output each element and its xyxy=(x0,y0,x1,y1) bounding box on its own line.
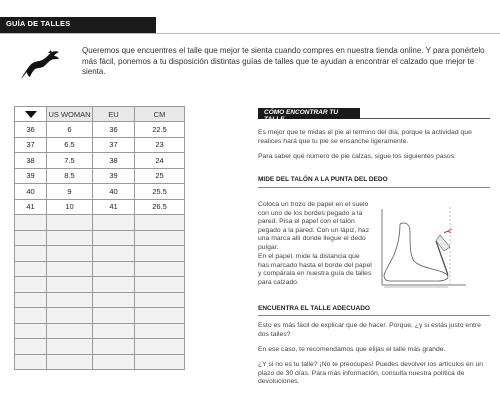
empty-cell xyxy=(93,246,135,262)
cell-eu: 39 xyxy=(93,168,135,184)
empty-cell xyxy=(93,323,135,339)
cell-cm: 26.5 xyxy=(135,199,185,215)
empty-cell xyxy=(47,261,93,277)
empty-cell xyxy=(93,292,135,308)
column-header-cm: CM xyxy=(135,107,185,122)
cell-cm: 25 xyxy=(135,168,185,184)
empty-cell xyxy=(47,246,93,262)
empty-cell xyxy=(93,215,135,231)
header-bar xyxy=(0,17,156,33)
table-row xyxy=(15,153,185,169)
empty-cell xyxy=(15,261,47,277)
cell-ar: 38 xyxy=(15,153,47,169)
measure-title: MIDE DEL TALÓN A LA PUNTA DEL DEDO xyxy=(258,176,388,183)
empty-cell xyxy=(93,230,135,246)
empty-cell xyxy=(93,277,135,293)
empty-cell xyxy=(47,354,93,370)
fit-divider xyxy=(258,315,490,316)
empty-cell xyxy=(135,246,185,262)
empty-cell xyxy=(135,215,185,231)
empty-cell xyxy=(135,277,185,293)
table-row xyxy=(15,137,185,153)
table-row xyxy=(15,122,185,138)
size-table-header xyxy=(15,107,185,122)
intro-text: Queremos que encuentres el talle que mejor te sienta cuando compres en nuestra tienda online. Y para ponértelo más fácil, ponemos a tu disposición distintas guías de talles que te ayudan a encontrar el calzado que mejor te sienta. xyxy=(82,46,485,76)
empty-cell xyxy=(135,354,185,370)
cell-eu: 36 xyxy=(93,122,135,138)
how-to-paragraph-2: Para saber qué número de pie calzas, sigue los siguientes pasos: xyxy=(258,153,456,160)
empty-cell xyxy=(135,292,185,308)
empty-table-row xyxy=(15,215,185,231)
empty-cell xyxy=(15,354,47,370)
cell-cm: 23 xyxy=(135,137,185,153)
empty-cell xyxy=(15,246,47,262)
puma-logo-icon xyxy=(18,49,62,83)
fit-paragraph-1: Esto es más fácil de explicar que de hacer. Porque, ¿y si estás justo entre dos talles? xyxy=(258,322,481,338)
empty-cell xyxy=(15,308,47,324)
cell-us-woman: 6.5 xyxy=(47,137,93,153)
empty-cell xyxy=(47,339,93,355)
cell-eu: 38 xyxy=(93,153,135,169)
empty-table-row xyxy=(15,277,185,293)
column-header-us-woman: US WOMAN xyxy=(47,107,93,122)
empty-table-row xyxy=(15,292,185,308)
header-divider xyxy=(0,33,500,34)
empty-cell xyxy=(15,277,47,293)
empty-cell xyxy=(15,230,47,246)
cell-eu: 40 xyxy=(93,184,135,200)
empty-cell xyxy=(135,230,185,246)
size-table xyxy=(14,106,185,370)
empty-table-row xyxy=(15,339,185,355)
empty-cell xyxy=(15,339,47,355)
empty-cell xyxy=(93,354,135,370)
empty-cell xyxy=(47,292,93,308)
empty-cell xyxy=(93,261,135,277)
cell-us-woman: 8.5 xyxy=(47,168,93,184)
fit-paragraph-3: ¿Y si no es tu talle? ¡No te preocupes! Puedes devolver los artículos en un plazo de 30 días. Para más información, consulta nuestra política de devoluciones. xyxy=(258,361,484,385)
cell-ar: 39 xyxy=(15,168,47,184)
table-row xyxy=(15,184,185,200)
empty-cell xyxy=(135,261,185,277)
cell-ar: 36 xyxy=(15,122,47,138)
empty-table-row xyxy=(15,354,185,370)
table-row xyxy=(15,199,185,215)
how-to-paragraph-1: Es mejor que te midas el pie al termino del día, porque la actividad que realices hará que tu pie se ensanche ligeramente. xyxy=(258,129,472,145)
empty-cell xyxy=(47,323,93,339)
cell-eu: 37 xyxy=(93,137,135,153)
how-to-title: CÓMO ENCONTRAR TU TALLE xyxy=(264,109,339,123)
empty-cell xyxy=(135,308,185,324)
sort-arrow-icon xyxy=(15,107,47,122)
cell-us-woman: 6 xyxy=(47,122,93,138)
empty-cell xyxy=(15,215,47,231)
empty-table-row xyxy=(15,246,185,262)
cell-ar: 37 xyxy=(15,137,47,153)
empty-table-row xyxy=(15,308,185,324)
empty-cell xyxy=(47,308,93,324)
cell-cm: 24 xyxy=(135,153,185,169)
column-header-eu: EU xyxy=(93,107,135,122)
empty-cell xyxy=(93,339,135,355)
empty-table-row xyxy=(15,230,185,246)
cell-us-woman: 10 xyxy=(47,199,93,215)
cell-ar: 40 xyxy=(15,184,47,200)
empty-table-row xyxy=(15,261,185,277)
empty-cell xyxy=(47,230,93,246)
fit-title: ENCUENTRA EL TALLE ADECUADO xyxy=(258,305,370,312)
empty-cell xyxy=(135,323,185,339)
cell-us-woman: 9 xyxy=(47,184,93,200)
cell-ar: 41 xyxy=(15,199,47,215)
how-to-section-header xyxy=(258,108,490,123)
table-row xyxy=(15,168,185,184)
empty-cell xyxy=(135,339,185,355)
empty-cell xyxy=(15,292,47,308)
cell-cm: 22.5 xyxy=(135,122,185,138)
fit-paragraph-2: En ese caso, te recomendamos que elijas el talle más grande. xyxy=(258,346,446,353)
empty-cell xyxy=(47,277,93,293)
cell-eu: 41 xyxy=(93,199,135,215)
foot-measurement-illustration-icon xyxy=(378,205,468,291)
empty-cell xyxy=(47,215,93,231)
measure-paragraph-2: En el papel, mide la distancia que has marcado hasta el borde del papel y compárala en nuestra guía de talles para calzado. xyxy=(258,253,372,286)
empty-cell xyxy=(93,308,135,324)
cell-us-woman: 7.5 xyxy=(47,153,93,169)
measure-paragraph-1: Coloca un trozo de papel en el suelo con uno de los bordes pegado a la pared. Pisa el papel con el talón pegado a la pared. Con un lápiz, haz una marca allí donde llegue el dedo pulgar. xyxy=(258,201,370,251)
measure-divider xyxy=(258,187,490,188)
page-title: GUÍA DE TALLES xyxy=(6,19,71,28)
empty-cell xyxy=(15,323,47,339)
empty-table-row xyxy=(15,323,185,339)
cell-cm: 25.5 xyxy=(135,184,185,200)
